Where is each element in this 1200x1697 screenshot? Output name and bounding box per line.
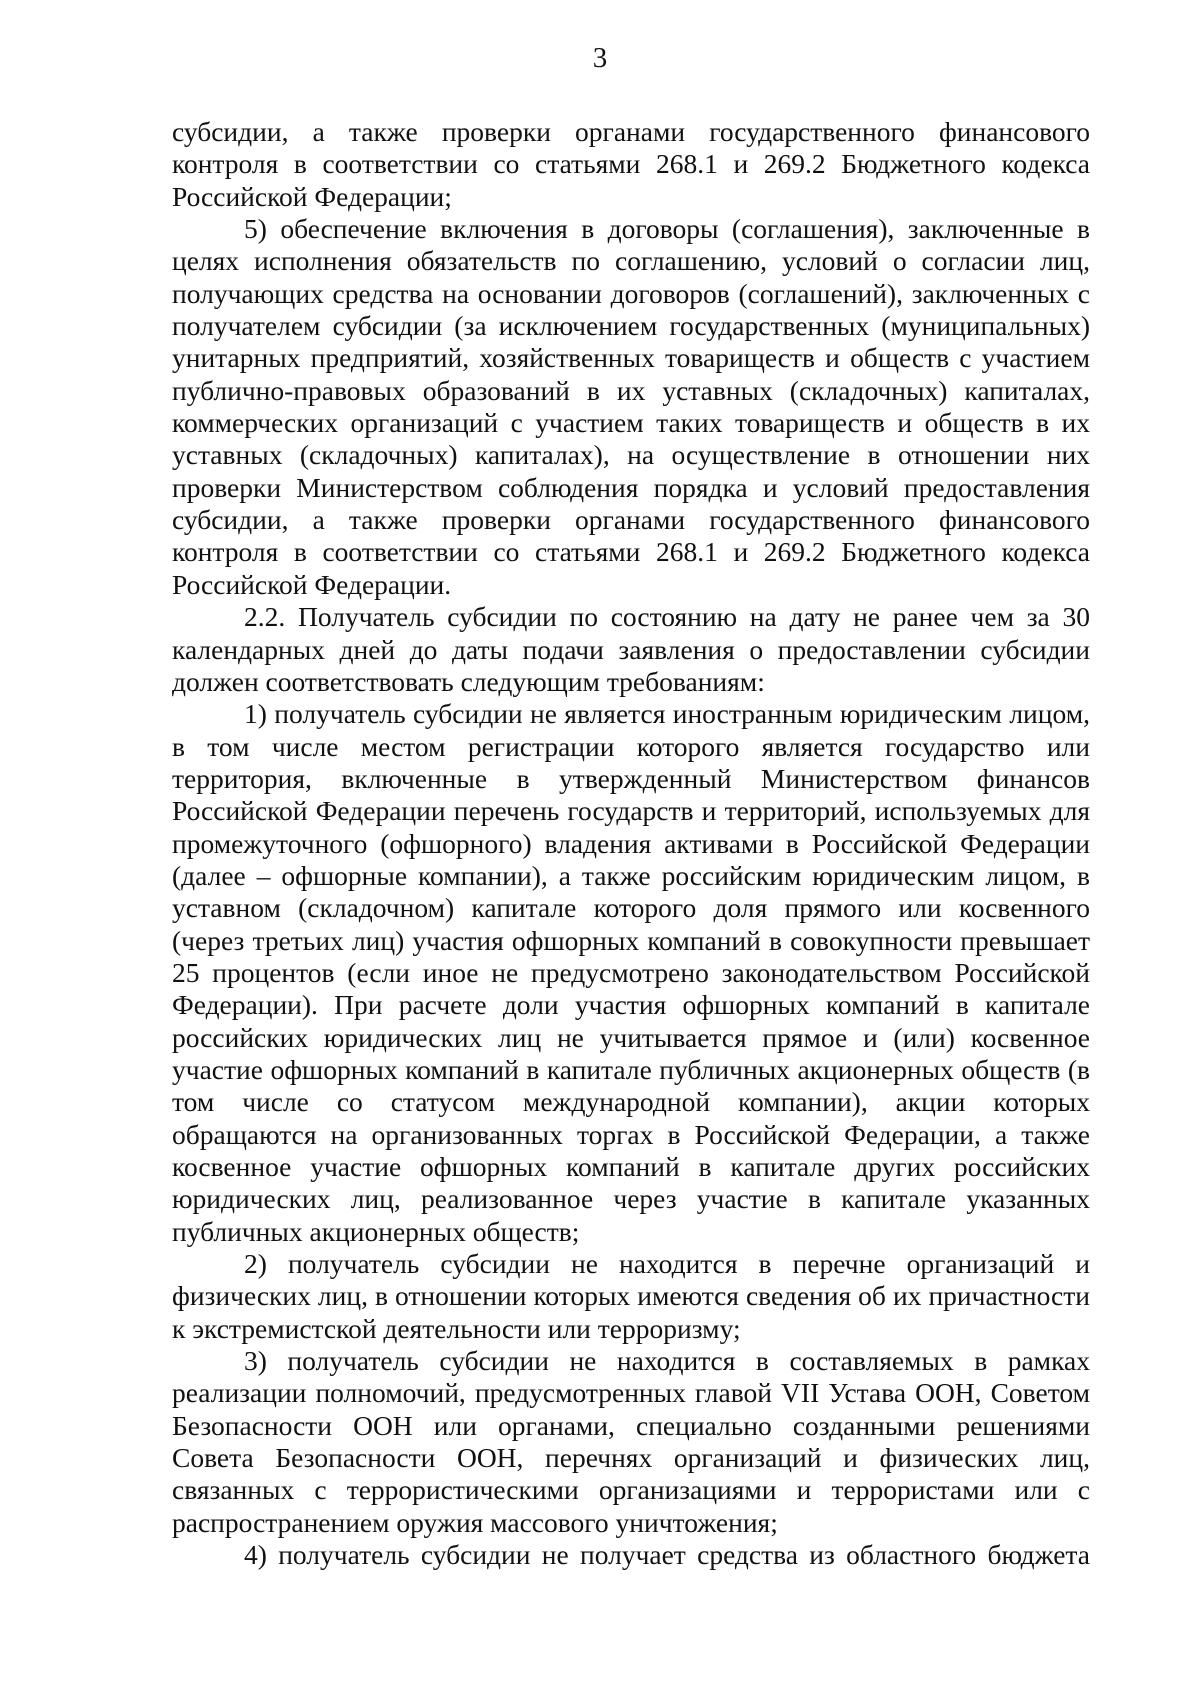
paragraph-requirement-3: 3) получатель субсидии не находится в составляемых в рамках реализации полномочий, предусмотренных главой VII Устава ООН, Советом Безопасности ООН или органами, специально созданными решениями Совета Безопасности ООН, перечнях организаций и физических лиц, связанных с террористическими организациями и террористами или с распространением оружия массового уничтожения; (172, 1345, 1090, 1538)
document-body (172, 116, 1090, 1571)
paragraph-section-2-2: 2.2. Получатель субсидии по состоянию на дату не ранее чем за 30 календарных дней до даты подачи заявления о предоставлении субсидии должен соответствовать следующим требованиям: (172, 601, 1090, 697)
page-number: 3 (592, 42, 608, 74)
paragraph-requirement-4: 4) получатель субсидии не получает средства из областного бюджета (244, 1539, 1090, 1571)
paragraph-continuation: субсидии, а также проверки органами государственного финансового контроля в соответствии со статьями 268.1 и 269.2 Бюджетного кодекса Российской Федерации; (172, 116, 1090, 212)
paragraph-requirement-2: 2) получатель субсидии не находится в перечне организаций и физических лиц, в отношении которых имеются сведения об их причастности к экстремистской деятельности или терроризму; (172, 1248, 1090, 1344)
paragraph-requirement-1: 1) получатель субсидии не является иностранным юридическим лицом, в том числе местом регистрации которого является государство или территория, включенные в утвержденный Министерством финансов Российской Федерации перечень государств и территорий, используемых для промежуточного (офшорного) владения активами в Российской Федерации (далее – офшорные компании), а также российским юридическим лицом, в уставном (складочном) капитале которого доля прямого или косвенного (через третьих лиц) участия офшорных компаний в совокупности превышает 25 процентов (если иное не предусмотрено законодательством Российской Федерации). При расчете доли участия офшорных компаний в капитале российских юридических лиц не учитывается прямое и (или) косвенное участие офшорных компаний в капитале публичных акционерных обществ (в том числе со статусом международной компании), акции которых обращаются на организованных торгах в Российской Федерации, а также косвенное участие офшорных компаний в капитале других российских юридических лиц, реализованное через участие в капитале указанных публичных акционерных обществ; (172, 698, 1090, 1247)
paragraph-item-5: 5) обеспечение включения в договоры (соглашения), заключенные в целях исполнения обязательств по соглашению, условий о согласии лиц, получающих средства на основании договоров (соглашений), заключенных с получателем субсидии (за исключением государственных (муниципальных) унитарных предприятий, хозяйственных товариществ и обществ с участием публично-правовых образований в их уставных (складочных) капиталах, коммерческих организаций с участием таких товариществ и обществ в их уставных (складочных) капиталах), на осуществление в отношении них проверки Министерством соблюдения порядка и условий предоставления субсидии, а также проверки органами государственного финансового контроля в соответствии со статьями 268.1 и 269.2 Бюджетного кодекса Российской Федерации. (172, 213, 1090, 600)
